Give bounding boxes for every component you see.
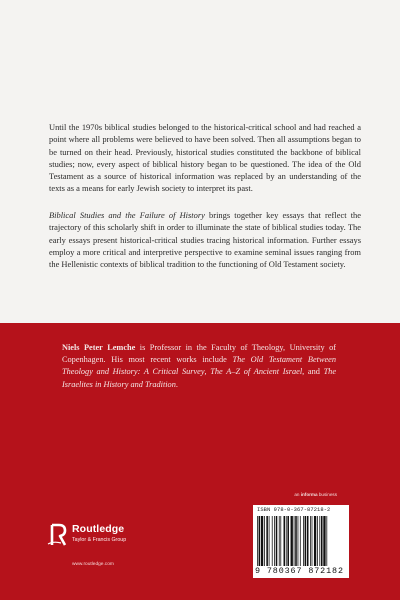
barcode-bar xyxy=(269,516,270,566)
description-paragraph-1 xyxy=(49,121,361,195)
author-bio-text: is Professor in the Faculty of Theology, University of Copenhagen. His most recent works include xyxy=(62,343,336,365)
barcode-number: 9 780367 872182 xyxy=(255,566,344,576)
barcode-bar xyxy=(298,516,299,566)
barcode-bar xyxy=(326,516,327,566)
barcode-bar xyxy=(280,516,281,566)
barcode-bar xyxy=(305,516,307,566)
description-paragraph-2 xyxy=(49,209,361,270)
barcode-bar xyxy=(319,516,320,566)
publisher-group: Taylor & Francis Group xyxy=(72,537,127,543)
author-bio-end: . xyxy=(175,379,178,389)
barcode-bar xyxy=(284,516,286,566)
barcode-bar xyxy=(321,516,323,566)
isbn-barcode-box xyxy=(253,505,349,578)
barcode-bar xyxy=(272,516,273,566)
author-name: Niels Peter Lemche xyxy=(62,343,136,352)
routledge-logo-icon xyxy=(47,522,69,548)
author-work-2: The A–Z of Ancient Israel xyxy=(210,367,303,377)
book-title-reference: Biblical Studies and the Failure of History xyxy=(49,210,205,220)
isbn-label: ISBN 978-0-367-87218-2 xyxy=(257,507,331,513)
barcode-bar xyxy=(291,516,293,566)
publisher-name: Routledge xyxy=(72,523,125,535)
barcode-bar xyxy=(323,516,325,566)
author-separator-1: , xyxy=(204,367,211,377)
description-text-1: Until the 1970s biblical studies belonged to the historical-critical school and had reached a point where all problems were believed to have been solved. Then all assumptions began to be turned on their head. Previously, historical studies constituted the backbone of biblical studies; now, every aspect of biblical history began to be questioned. The idea of the Old Testament as a source of historical information was replaced by an understanding of the texts as a means for early Jewish society to interpret its past. xyxy=(49,122,361,194)
barcode-bar xyxy=(279,516,280,566)
barcode-bar xyxy=(286,516,287,566)
author-bio xyxy=(62,342,336,391)
barcode-bar xyxy=(266,516,268,566)
barcode-bar xyxy=(257,516,258,566)
author-work-3: The Israelites in History and Tradition xyxy=(62,367,337,389)
barcode-bar xyxy=(274,516,275,566)
barcode-bar xyxy=(303,516,304,566)
author-work-1: The Old Testament Between Theology and History: A Critical Survey xyxy=(62,355,336,377)
description-text-2: brings together key essays that reflect the trajectory of this scholarly shift in order to illuminate the state of biblical studies today. The early essays present historical-critical studies tracing historical information. Further essays employ a more critical and interpretive perspective to examine seminal issues ranging from the Hellenistic contexts of biblical tradition to the functioning of Old Testament society. xyxy=(49,210,362,270)
barcode-bar xyxy=(261,516,263,566)
informa-business-label: an informa business xyxy=(294,492,337,497)
informa-wordmark: informa xyxy=(300,492,318,497)
barcode-bar xyxy=(287,516,289,566)
barcode-bar xyxy=(259,516,261,566)
barcode-bar xyxy=(276,516,278,566)
barcode-bar xyxy=(310,516,311,566)
barcode-bar xyxy=(307,516,309,566)
barcode-bar xyxy=(300,516,301,566)
barcode-bar xyxy=(314,516,316,566)
barcode-image xyxy=(257,516,345,566)
publisher-website: www.routledge.com xyxy=(72,562,114,567)
barcode-bar xyxy=(264,516,265,566)
author-separator-2: , and xyxy=(302,367,324,377)
barcode-bar xyxy=(295,516,297,566)
barcode-bar xyxy=(312,516,313,566)
barcode-bar xyxy=(317,516,318,566)
barcode-bar xyxy=(294,516,295,566)
